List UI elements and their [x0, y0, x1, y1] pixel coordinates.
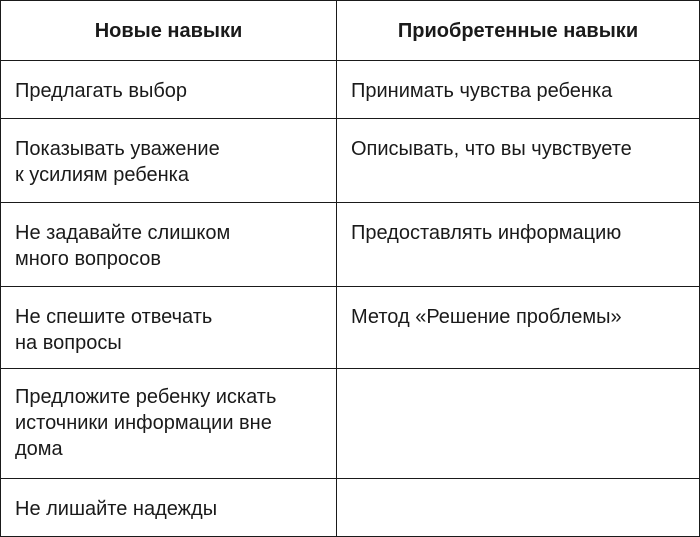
acquired-skill-cell: Метод «Решение проблемы»: [337, 287, 700, 369]
new-skill-cell: Показывать уважение к усилиям ребенка: [1, 119, 337, 203]
new-skill-cell: Предлагать выбор: [1, 61, 337, 119]
new-skill-cell: Предложите ребенку искать источники информации вне дома: [1, 369, 337, 479]
acquired-skill-cell: Описывать, что вы чувствуете: [337, 119, 700, 203]
acquired-skill-cell-empty: [337, 479, 700, 537]
header-acquired-skills: Приобретенные навыки: [337, 1, 700, 61]
table-row: [1, 369, 700, 479]
new-skill-cell: Не задавайте слишком много вопросов: [1, 203, 337, 287]
table-row: [1, 119, 700, 203]
acquired-skill-cell: Предоставлять информацию: [337, 203, 700, 287]
table-row: [1, 479, 700, 537]
table-header-row: [1, 1, 700, 61]
acquired-skill-cell: Принимать чувства ребенка: [337, 61, 700, 119]
header-new-skills: Новые навыки: [1, 1, 337, 61]
acquired-skill-cell-empty: [337, 369, 700, 479]
table-row: [1, 203, 700, 287]
table-row: [1, 287, 700, 369]
new-skill-cell: Не лишайте надежды: [1, 479, 337, 537]
new-skill-cell: Не спешите отвечать на вопросы: [1, 287, 337, 369]
table-row: [1, 61, 700, 119]
